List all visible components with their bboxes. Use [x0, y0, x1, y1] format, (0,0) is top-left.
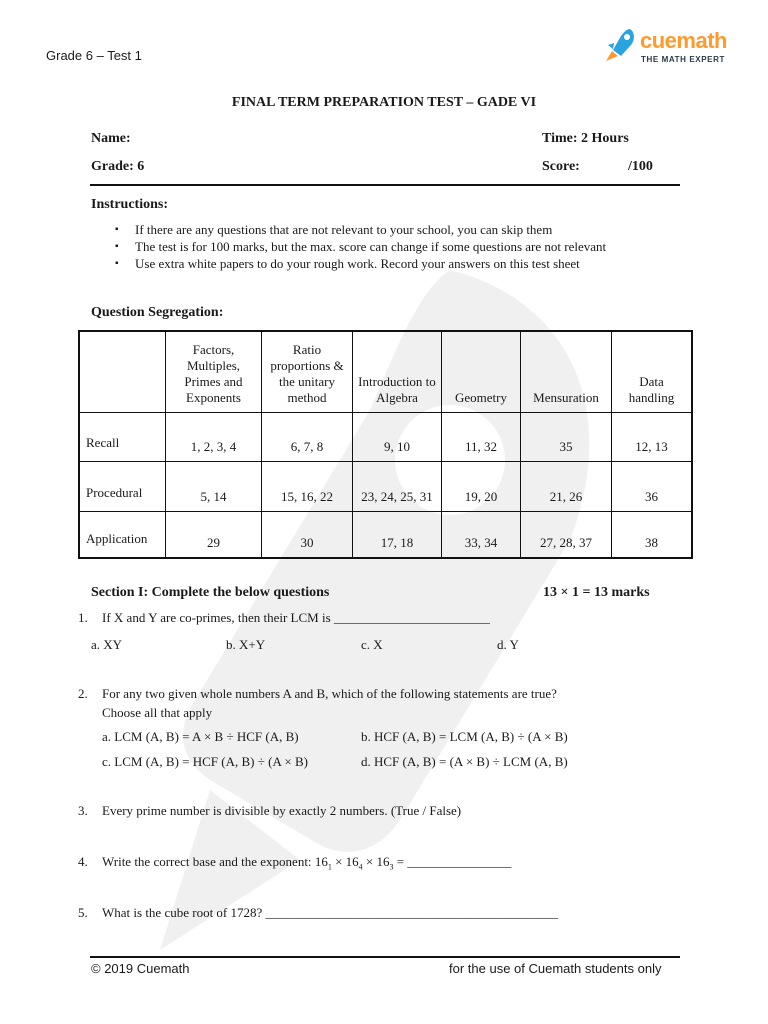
table-header-cell: Ratio proportions & the unitary method — [262, 331, 353, 412]
subscript: 4 — [358, 862, 363, 872]
table-header-cell — [79, 331, 166, 412]
table-row — [79, 412, 692, 461]
question-number: 5. — [78, 905, 88, 920]
table-cell: 30 — [262, 511, 353, 558]
question-number: 4. — [78, 854, 88, 869]
question-text: For any two given whole numbers A and B, which of the following statements are true? — [102, 686, 557, 701]
table-cell: 21, 26 — [521, 461, 612, 511]
table-cell: 9, 10 — [353, 412, 442, 461]
option-a: a. LCM (A, B) = A × B ÷ HCF (A, B) — [102, 729, 299, 744]
time-label: Time: 2 Hours — [542, 131, 629, 146]
question-number: 2. — [78, 686, 88, 701]
table-header-cell: Factors, Multiples, Primes and Exponents — [166, 331, 262, 412]
footer-divider — [90, 956, 680, 958]
table-header-cell: Data handling — [612, 331, 693, 412]
cuemath-logo — [604, 26, 734, 70]
table-cell: 38 — [612, 511, 693, 558]
table-cell: 1, 2, 3, 4 — [166, 412, 262, 461]
question-subtext: Choose all that apply — [102, 705, 213, 720]
question-text: If X and Y are co-primes, then their LCM is ________________________ — [102, 610, 490, 625]
instruction-item: ▪ Use extra white papers to do your rough work. Record your answers on this test sheet — [115, 255, 606, 272]
table-cell: 17, 18 — [353, 511, 442, 558]
rocket-icon — [604, 28, 636, 62]
table-header-cell: Geometry — [442, 331, 521, 412]
row-label: Application — [79, 511, 166, 558]
grade-test-label: Grade 6 – Test 1 — [46, 48, 142, 63]
option-a: a. XY — [91, 637, 123, 652]
question-number: 1. — [78, 610, 88, 625]
logo-wordmark: cuemath — [640, 28, 727, 53]
page-title: FINAL TERM PREPARATION TEST – GADE VI — [231, 95, 537, 110]
option-b: b. X+Y — [226, 637, 266, 652]
table-cell: 35 — [521, 412, 612, 461]
logo-tagline: THE MATH EXPERT — [641, 55, 725, 64]
table-cell: 6, 7, 8 — [262, 412, 353, 461]
question-text: Every prime number is divisible by exactly 2 numbers. (True / False) — [102, 803, 462, 818]
table-row — [79, 461, 692, 511]
table-cell: 19, 20 — [442, 461, 521, 511]
instruction-item: ▪ The test is for 100 marks, but the max. score can change if some questions are not relevant — [115, 238, 606, 255]
subscript: 3 — [389, 862, 394, 872]
instruction-item: ▪ If there are any questions that are not relevant to your school, you can skip them — [115, 221, 606, 238]
row-label: Recall — [79, 412, 166, 461]
question-text — [102, 854, 511, 872]
table-cell: 5, 14 — [166, 461, 262, 511]
name-label: Name: — [91, 131, 131, 146]
instructions-title: Instructions: — [91, 197, 169, 212]
segregation-title: Question Segregation: — [91, 305, 224, 320]
table-cell: 33, 34 — [442, 511, 521, 558]
answer-blank: = ________________ — [393, 854, 512, 869]
instructions-list — [115, 221, 606, 272]
base-term: × 16 — [331, 854, 359, 869]
footer-copyright: © 2019 Cuemath — [91, 961, 190, 976]
question-text: What is the cube root of 1728? _____________________________________________ — [102, 905, 559, 920]
section-title: Section I: Complete the below questions — [91, 585, 330, 600]
grade-label: Grade: 6 — [91, 159, 145, 174]
table-header-cell: Introduction to Algebra — [353, 331, 442, 412]
table-cell: 11, 32 — [442, 412, 521, 461]
table-row — [79, 511, 692, 558]
table-cell: 15, 16, 22 — [262, 461, 353, 511]
option-c: c. LCM (A, B) = HCF (A, B) ÷ (A × B) — [102, 754, 308, 769]
option-d: d. HCF (A, B) = (A × B) ÷ LCM (A, B) — [361, 754, 568, 769]
header-divider — [90, 184, 680, 186]
question-text-main: Write the correct base and the exponent: — [102, 854, 315, 869]
score-total: /100 — [628, 159, 653, 174]
score-label: Score: — [542, 159, 580, 174]
table-cell: 23, 24, 25, 31 — [353, 461, 442, 511]
table-cell: 27, 28, 37 — [521, 511, 612, 558]
section-marks: 13 × 1 = 13 marks — [543, 585, 650, 600]
table-cell: 29 — [166, 511, 262, 558]
base-term: × 16 — [362, 854, 390, 869]
segregation-table — [78, 330, 693, 559]
row-label: Procedural — [79, 461, 166, 511]
table-cell: 12, 13 — [612, 412, 693, 461]
footer-note: for the use of Cuemath students only — [449, 961, 662, 976]
option-b: b. HCF (A, B) = LCM (A, B) ÷ (A × B) — [361, 729, 568, 744]
question-number: 3. — [78, 803, 88, 818]
base-term: 16 — [314, 854, 328, 869]
table-header-row — [79, 331, 692, 412]
table-cell: 36 — [612, 461, 693, 511]
option-c: c. X — [361, 637, 383, 652]
table-header-cell: Mensuration — [521, 331, 612, 412]
subscript: 1 — [327, 862, 332, 872]
option-d: d. Y — [497, 637, 519, 652]
